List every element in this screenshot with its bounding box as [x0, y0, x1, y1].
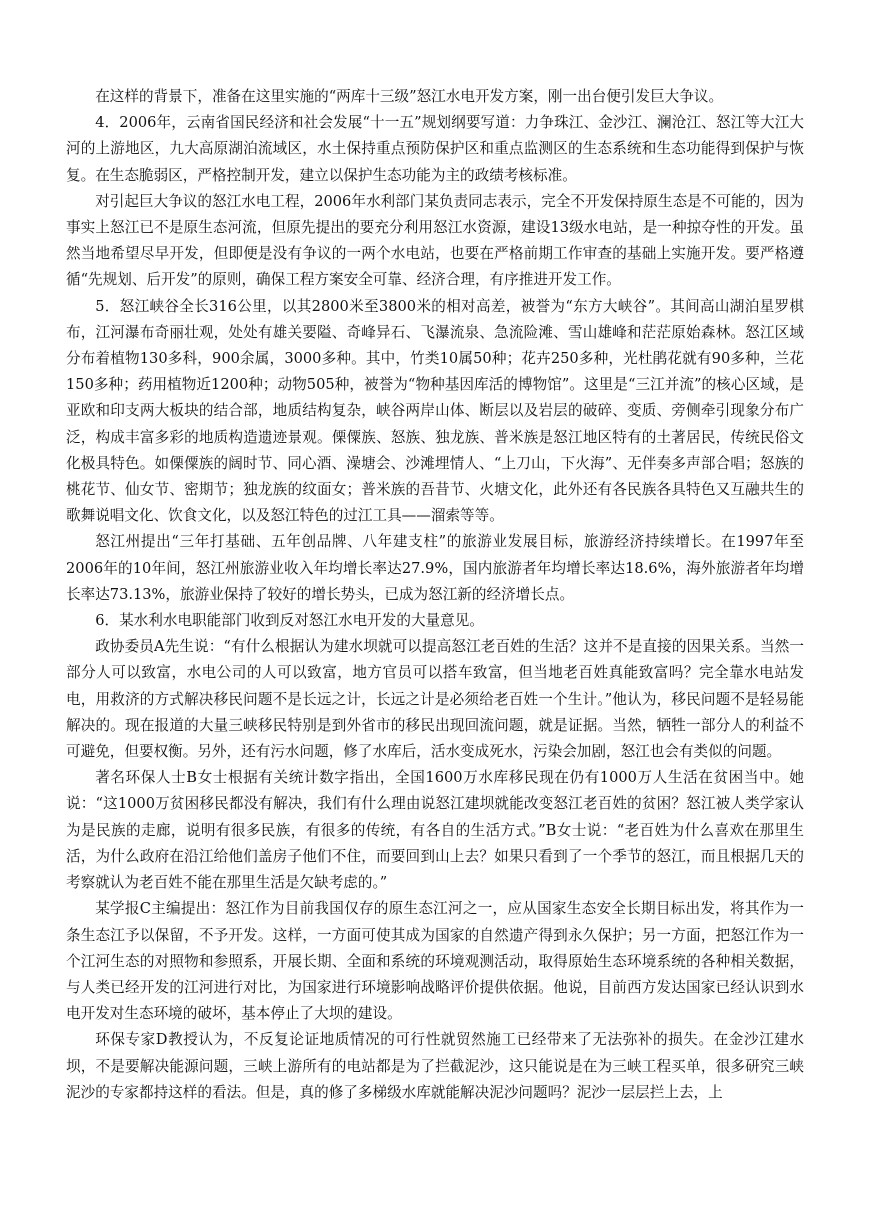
paragraph-item-6: 6．某水利水电职能部门收到反对怒江水电开发的大量意见。	[95, 612, 484, 630]
paragraph-water-official: 对引起巨大争议的怒江水电工程，2006年水利部门某负责同志表示，完全不开发保持原生态是不可能的，因为事实上怒江已不是原生态河流，但原先提出的要充分利用怒江水资源，建设13级水电站，是一种掠夺性的开发。虽然当地希望尽早开发，但即便是没有争议的一两个水电站，也要在严格前期工作审查的基础上实施开发。要严格遵循“先规划、后开发”的原则，确保工程方案安全可靠、经济合理，有序推进开发工作。	[66, 192, 804, 289]
paragraph-item-5: 5．怒江峡谷全长316公里，以其2800米至3800米的相对高差，被誉为“东方大峡谷”。其间高山湖泊星罗棋布，江河瀑布奇丽壮观，处处有雄关要隘、奇峰异石、飞瀑流泉、急流险滩、雪山雄峰和茫茫原始森林。怒江区域分布着植物130多科，900余属，3000多种。其中，竹类10属50种；花卉250多种，光杜鹃花就有90多种，兰花150多种；药用植物近1200种；动物505种，被誉为“物种基因库活的博物馆”。这里是“三江并流”的核心区域，是亚欧和印支两大板块的结合部，地质结构复杂，峡谷两岸山体、断层以及岩层的破碎、变质、旁侧牵引现象分布广泛，构成丰富多彩的地质构造遗迹景观。傈僳族、怒族、独龙族、普米族是怒江地区特有的土著居民，传统民俗文化极具特色。如傈僳族的阔时节、同心酒、澡塘会、沙滩埋情人、“上刀山，下火海”、无伴奏多声部合唱；怒族的桃花节、仙女节、密期节；独龙族的纹面女；普米族的吾昔节、火塘文化，此外还有各民族各具特色又互融共生的歌舞说唱文化、饮食文化，以及怒江特色的过江工具——溜索等等。	[66, 297, 804, 525]
paragraph-tourism: 怒江州提出“三年打基础、五年创品牌、八年建支柱”的旅游业发展目标，旅游经济持续增长。在1997年至2006年的10年间，怒江州旅游业收入年均增长率达27.9%，国内旅游者年均增长率达18.6%，海外旅游者年均增长率达73.13%，旅游业保持了较好的增长势头，已成为怒江新的经济增长点。	[66, 533, 804, 603]
paragraph-opinion-a: 政协委员A先生说：“有什么根据认为建水坝就可以提高怒江老百姓的生活？这并不是直接的因果关系。当然一部分人可以致富，水电公司的人可以致富，地方官员可以搭车致富，但当地老百姓真能致富吗？完全靠水电站发电，用救济的方式解决移民问题不是长远之计，长远之计是必须给老百姓一个生计。”他认为，移民问题不是轻易能解决的。现在报道的大量三峡移民特别是到外省市的移民出现回流问题，就是证据。当然，牺牲一部分人的利益不可避免，但要权衡。另外，还有污水问题，修了水库后，活水变成死水，污染会加剧，怒江也会有类似的问题。	[66, 638, 804, 761]
paragraph-item-4: 4．2006年，云南省国民经济和社会发展“十一五”规划纲要写道：力争珠江、金沙江、澜沧江、怒江等大江大河的上游地区，九大高原湖泊流域区，水土保持重点预防保护区和重点监测区的生态系统和生态功能得到保护与恢复。在生态脆弱区，严格控制开发，建立以保护生态功能为主的政绩考核标准。	[66, 114, 804, 184]
paragraph-opinion-b: 著名环保人士B女士根据有关统计数字指出，全国1600万水库移民现在仍有1000万人生活在贫困当中。她说：“这1000万贫困移民都没有解决，我们有什么理由说怒江建坝就能改变怒江老百姓的贫困？怒江被人类学家认为是民族的走廊，说明有很多民族，有很多的传统，有各自的生活方式。”B女士说：“老百姓为什么喜欢在那里生活，为什么政府在沿江给他们盖房子他们不住，而要回到山上去？如果只看到了一个季节的怒江，而且根据几天的考察就认为老百姓不能在那里生活是欠缺考虑的。”	[66, 769, 804, 892]
paragraph-opinion-d: 环保专家D教授认为，不反复论证地质情况的可行性就贸然施工已经带来了无法弥补的损失。在金沙江建水坝，不是要解决能源问题，三峡上游所有的电站都是为了拦截泥沙，这只能说是在为三峡工程买单，很多研究三峡泥沙的专家都持这样的看法。但是，真的修了多梯级水库就能解决泥沙问题吗？泥沙一层层拦上去，上	[66, 1031, 804, 1101]
paragraph-opinion-c: 某学报C主编提出：怒江作为目前我国仅存的原生态江河之一，应从国家生态安全长期目标出发，将其作为一条生态江予以保留，不予开发。这样，一方面可使其成为国家的自然遗产得到永久保护；另一方面，把怒江作为一个江河生态的对照物和参照系，开展长期、全面和系统的环境观测活动，取得原始生态环境系统的各种相关数据，与人类已经开发的江河进行对比，为国家进行环境影响战略评价提供依据。他说，目前西方发达国家已经认识到水电开发对生态环境的破坏，基本停止了大坝的建设。	[66, 900, 804, 1023]
document-body	[66, 84, 804, 1106]
paragraph-background: 在这样的背景下，准备在这里实施的“两库十三级”怒江水电开发方案，刚一出台便引发巨大争议。	[95, 88, 724, 105]
